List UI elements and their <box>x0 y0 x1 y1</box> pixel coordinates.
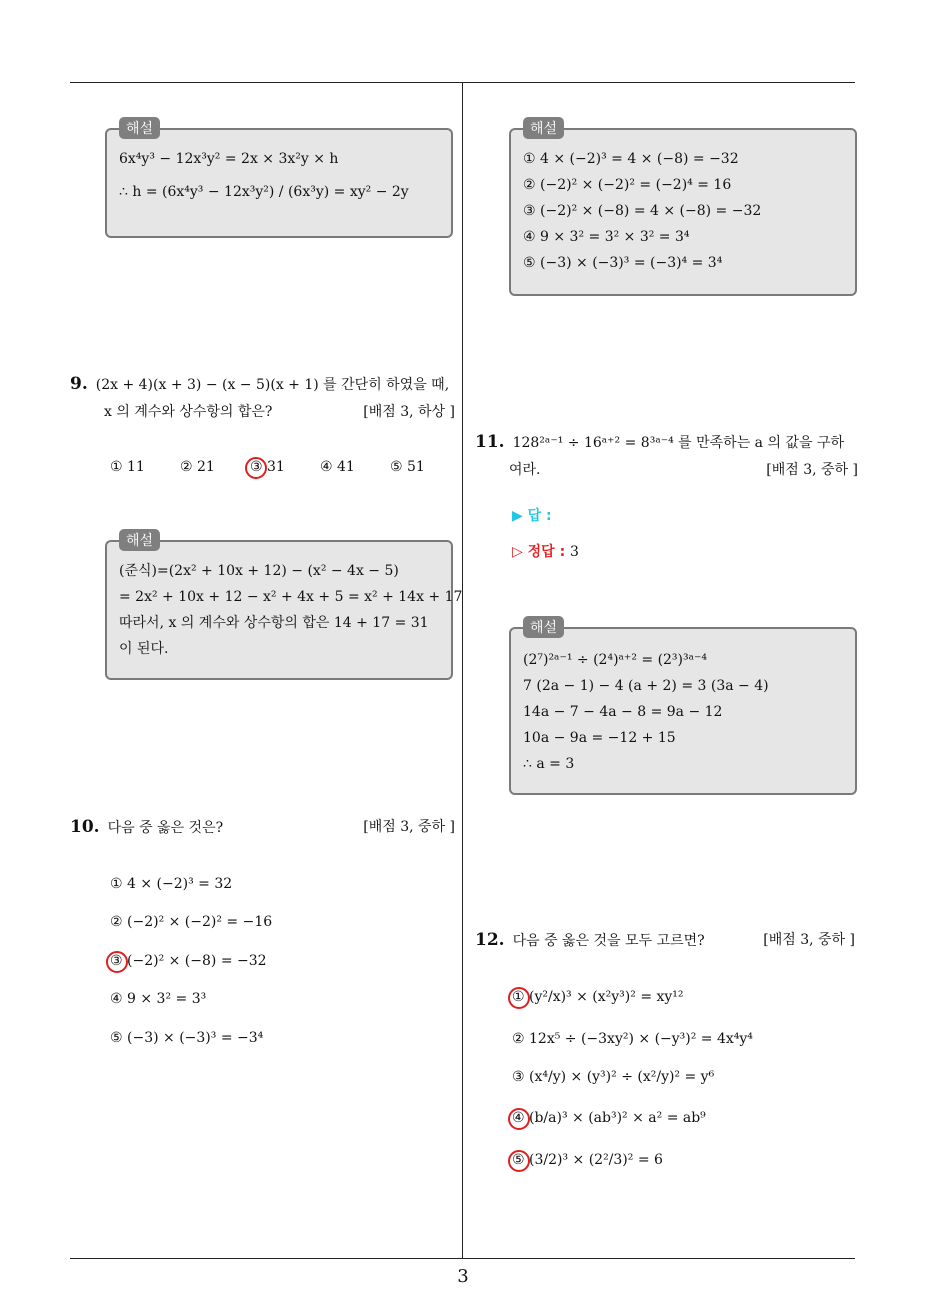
correct-answer-value: 3 <box>570 544 579 560</box>
solution-line: ∴ a = 3 <box>523 756 575 772</box>
answer-mark-circle <box>106 951 128 973</box>
choice-1[interactable]: ① 11 <box>110 459 145 475</box>
bottom-rule <box>70 1258 855 1259</box>
solution-line: ⑤ (−3) × (−3)³ = (−3)⁴ = 3⁴ <box>523 255 723 271</box>
choice-2[interactable]: ② (−2)² × (−2)² = −16 <box>110 914 273 930</box>
solution-line: 따라서, x 의 계수와 상수항의 합은 14 + 17 = 31 <box>119 615 429 631</box>
solution-line: ② (−2)² × (−2)² = (−2)⁴ = 16 <box>523 177 732 193</box>
column-divider <box>462 82 463 1258</box>
choice-5[interactable]: ⑤ (3/2)³ × (2²/3)² = 6 <box>512 1152 663 1168</box>
solution-box-10 <box>509 121 857 296</box>
solution-tag: 해설 <box>119 117 160 139</box>
solution-tag: 해설 <box>119 529 160 551</box>
solution-line: 10a − 9a = −12 + 15 <box>523 730 676 746</box>
question-text: 다음 중 옳은 것은? <box>107 820 224 836</box>
choice-1[interactable]: ① (y²/x)³ × (x²y³)² = xy¹² <box>512 989 684 1005</box>
answer-mark-circle <box>508 1108 530 1130</box>
question-number: 9. <box>70 374 88 394</box>
solution-tag: 해설 <box>523 117 564 139</box>
question-number: 12. <box>475 930 505 950</box>
solution-line: 6x⁴y³ − 12x³y² = 2x × 3x²y × h <box>119 151 339 167</box>
score-meta: [배점 3, 중하 ] <box>763 932 855 948</box>
score-meta: [배점 3, 중하 ] <box>363 819 455 835</box>
choice-1[interactable]: ① 4 × (−2)³ = 32 <box>110 876 233 892</box>
solution-line: ∴ h = (6x⁴y³ − 12x³y²) / (6x³y) = xy² − 2y <box>119 184 409 200</box>
solution-line: ① 4 × (−2)³ = 4 × (−8) = −32 <box>523 151 739 167</box>
choice-4[interactable]: ④ 9 × 3² = 3³ <box>110 991 207 1007</box>
question-text: 128²ᵃ⁻¹ ÷ 16ᵃ⁺² = 8³ᵃ⁻⁴ 를 만족하는 a 의 값을 구하 <box>512 435 845 451</box>
question-text: (2x + 4)(x + 3) − (x − 5)(x + 1) 를 간단히 하였을 때, <box>95 377 450 393</box>
solution-line: 7 (2a − 1) − 4 (a + 2) = 3 (3a − 4) <box>523 678 769 694</box>
question-9 <box>70 370 455 426</box>
question-text: 다음 중 옳은 것을 모두 고르면? <box>512 933 705 949</box>
question-number: 11. <box>475 432 505 452</box>
solution-line: (2⁷)²ᵃ⁻¹ ÷ (2⁴)ᵃ⁺² = (2³)³ᵃ⁻⁴ <box>523 652 708 668</box>
solution-line: 14a − 7 − 4a − 8 = 9a − 12 <box>523 704 723 720</box>
answer-mark-circle <box>245 457 267 479</box>
solution-box-9 <box>105 533 463 680</box>
page-number: 3 <box>457 1266 469 1287</box>
score-meta: [배점 3, 중하 ] <box>766 462 858 478</box>
solution-line: ③ (−2)² × (−8) = 4 × (−8) = −32 <box>523 203 762 219</box>
question-10 <box>70 813 455 841</box>
score-meta: [배점 3, 하상 ] <box>363 404 455 420</box>
choice-3[interactable]: ③ 31 <box>250 459 285 475</box>
choice-2[interactable]: ② 21 <box>180 459 215 475</box>
choice-4[interactable]: ④ (b/a)³ × (ab³)² × a² = ab⁹ <box>512 1110 706 1126</box>
solution-box-11 <box>509 620 857 795</box>
question-number: 10. <box>70 817 100 837</box>
correct-answer-label: ▷ 정답 : <box>512 544 566 560</box>
answer-mark-circle <box>508 987 530 1009</box>
question-text: 여라. <box>509 462 541 478</box>
question-text: x 의 계수와 상수항의 합은? <box>104 404 273 420</box>
solution-line: = 2x² + 10x + 12 − x² + 4x + 5 = x² + 14x + 17 <box>119 589 463 605</box>
answer-input-label[interactable]: ▶ 답 : <box>512 508 552 524</box>
solution-box-8 <box>105 121 453 238</box>
solution-line: (준식)=(2x² + 10x + 12) − (x² − 4x − 5) <box>119 563 399 579</box>
question-11 <box>475 428 858 484</box>
choice-3[interactable]: ③ (x⁴/y) × (y³)² ÷ (x²/y)² = y⁶ <box>512 1069 715 1085</box>
choice-5[interactable]: ⑤ 51 <box>390 459 425 475</box>
choice-3[interactable]: ③ (−2)² × (−8) = −32 <box>110 953 267 969</box>
question-12 <box>475 926 855 954</box>
solution-line: ④ 9 × 3² = 3² × 3² = 3⁴ <box>523 229 690 245</box>
choice-5[interactable]: ⑤ (−3) × (−3)³ = −3⁴ <box>110 1030 264 1046</box>
answer-mark-circle <box>508 1150 530 1172</box>
choice-4[interactable]: ④ 41 <box>320 459 355 475</box>
correct-answer <box>512 541 579 561</box>
solution-line: 이 된다. <box>119 641 169 657</box>
solution-tag: 해설 <box>523 616 564 638</box>
choice-2[interactable]: ② 12x⁵ ÷ (−3xy²) × (−y³)² = 4x⁴y⁴ <box>512 1031 753 1047</box>
